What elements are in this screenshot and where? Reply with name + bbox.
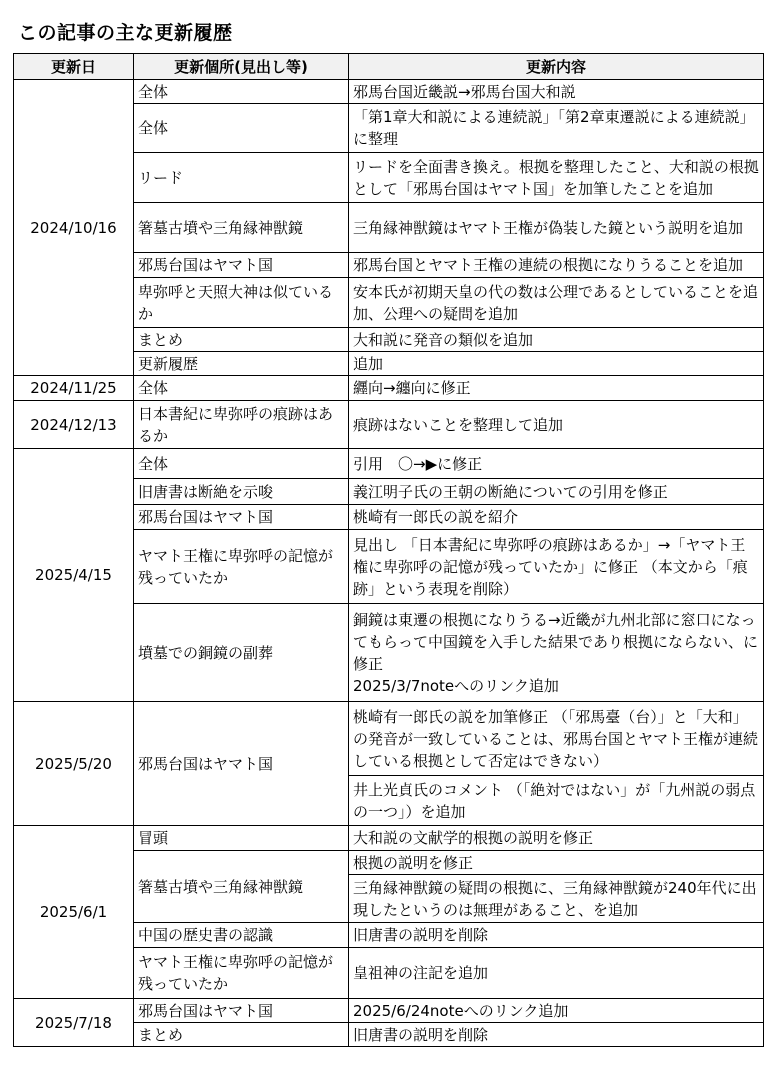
change-cell: 三角縁神獣鏡はヤマト王権が偽装した鏡という説明を追加 bbox=[349, 203, 764, 253]
location-cell: 日本書紀に卑弥呼の痕跡はあるか bbox=[134, 401, 349, 449]
change-cell: 根拠の説明を修正 bbox=[349, 851, 764, 875]
location-cell: まとめ bbox=[134, 1023, 349, 1047]
change-cell: リードを全面書き換え。根拠を整理したこと、大和説の根拠として「邪馬台国はヤマト国」を加筆したことを追加 bbox=[349, 153, 764, 203]
location-cell: 邪馬台国はヤマト国 bbox=[134, 505, 349, 530]
location-cell: 全体 bbox=[134, 449, 349, 479]
table-row bbox=[14, 702, 764, 776]
column-header-date: 更新日 bbox=[14, 54, 134, 80]
change-text-link: 2025/3/7noteへのリンク追加 bbox=[353, 676, 559, 695]
location-cell: 卑弥呼と天照大神は似ているか bbox=[134, 278, 349, 328]
change-cell: 安本氏が初期天皇の代の数は公理であるとしていることを追加、公理への疑問を追加 bbox=[349, 278, 764, 328]
location-cell: 全体 bbox=[134, 80, 349, 104]
page-title: この記事の主な更新履歴 bbox=[18, 22, 233, 44]
change-cell: 追加 bbox=[349, 352, 764, 376]
date-cell: 2024/10/16 bbox=[14, 80, 134, 376]
location-cell: 全体 bbox=[134, 104, 349, 153]
change-cell: 桃崎有一郎氏の説を紹介 bbox=[349, 505, 764, 530]
location-cell: 全体 bbox=[134, 376, 349, 401]
change-cell: 邪馬台国とヤマト王権の連続の根拠になりうることを追加 bbox=[349, 253, 764, 278]
change-cell: 井上光貞氏のコメント （「絶対ではない」が「九州説の弱点の一つ」）を追加 bbox=[349, 776, 764, 826]
change-cell bbox=[349, 604, 764, 702]
table-row bbox=[14, 826, 764, 851]
location-cell: まとめ bbox=[134, 328, 349, 352]
location-cell: 邪馬台国はヤマト国 bbox=[134, 999, 349, 1023]
location-cell: 邪馬台国はヤマト国 bbox=[134, 253, 349, 278]
location-cell: 墳墓での銅鏡の副葬 bbox=[134, 604, 349, 702]
location-cell: ヤマト王権に卑弥呼の記憶が残っていたか bbox=[134, 530, 349, 604]
table-row bbox=[14, 401, 764, 449]
change-cell: 纒向→纏向に修正 bbox=[349, 376, 764, 401]
table-header-row bbox=[14, 54, 764, 80]
column-header-change: 更新内容 bbox=[349, 54, 764, 80]
date-cell: 2025/4/15 bbox=[14, 449, 134, 702]
change-cell: 2025/6/24noteへのリンク追加 bbox=[349, 999, 764, 1023]
location-cell: 箸墓古墳や三角縁神獣鏡 bbox=[134, 203, 349, 253]
change-cell: 旧唐書の説明を削除 bbox=[349, 1023, 764, 1047]
change-cell: 大和説の文献学的根拠の説明を修正 bbox=[349, 826, 764, 851]
location-cell: 冒頭 bbox=[134, 826, 349, 851]
change-cell: 旧唐書の説明を削除 bbox=[349, 923, 764, 948]
location-cell: 更新履歴 bbox=[134, 352, 349, 376]
change-cell: 桃崎有一郎氏の説を加筆修正 （「邪馬臺（台）」と「大和」の発音が一致していることは、邪馬台国とヤマト王権が連続している根拠として否定はできない） bbox=[349, 702, 764, 776]
change-cell: 見出し 「日本書紀に卑弥呼の痕跡はあるか」→「ヤマト王権に卑弥呼の記憶が残っていたか」に修正 （本文から「痕跡」という表現を削除） bbox=[349, 530, 764, 604]
date-cell: 2025/6/1 bbox=[14, 826, 134, 999]
table-row bbox=[14, 80, 764, 104]
location-cell: 箸墓古墳や三角縁神獣鏡 bbox=[134, 851, 349, 923]
location-cell: 旧唐書は断絶を示唆 bbox=[134, 479, 349, 505]
table-row bbox=[14, 999, 764, 1023]
location-cell: 邪馬台国はヤマト国 bbox=[134, 702, 349, 826]
location-cell: 中国の歴史書の認識 bbox=[134, 923, 349, 948]
change-cell: 大和説に発音の類似を追加 bbox=[349, 328, 764, 352]
table-row bbox=[14, 449, 764, 479]
column-header-location: 更新個所(見出し等) bbox=[134, 54, 349, 80]
table-row bbox=[14, 376, 764, 401]
change-cell: 痕跡はないことを整理して追加 bbox=[349, 401, 764, 449]
date-cell: 2024/12/13 bbox=[14, 401, 134, 449]
date-cell: 2025/5/20 bbox=[14, 702, 134, 826]
location-cell: ヤマト王権に卑弥呼の記憶が残っていたか bbox=[134, 948, 349, 999]
change-cell: 邪馬台国近畿説→邪馬台国大和説 bbox=[349, 80, 764, 104]
change-cell: 三角縁神獣鏡の疑問の根拠に、三角縁神獣鏡が240年代に出現したというのは無理があること、を追加 bbox=[349, 875, 764, 923]
change-cell: 「第1章大和説による連続説」「第2章東遷説による連続説」に整理 bbox=[349, 104, 764, 153]
date-cell: 2024/11/25 bbox=[14, 376, 134, 401]
change-text: 銅鏡は東遷の根拠になりうる→近畿が九州北部に窓口になってもらって中国鏡を入手した結果であり根拠にならない、に修正 bbox=[353, 610, 759, 673]
update-history-table bbox=[13, 53, 764, 1047]
location-cell: リード bbox=[134, 153, 349, 203]
date-cell: 2025/7/18 bbox=[14, 999, 134, 1047]
change-cell: 皇祖神の注記を追加 bbox=[349, 948, 764, 999]
change-cell: 義江明子氏の王朝の断絶についての引用を修正 bbox=[349, 479, 764, 505]
change-cell: 引用 〇→▶に修正 bbox=[349, 449, 764, 479]
